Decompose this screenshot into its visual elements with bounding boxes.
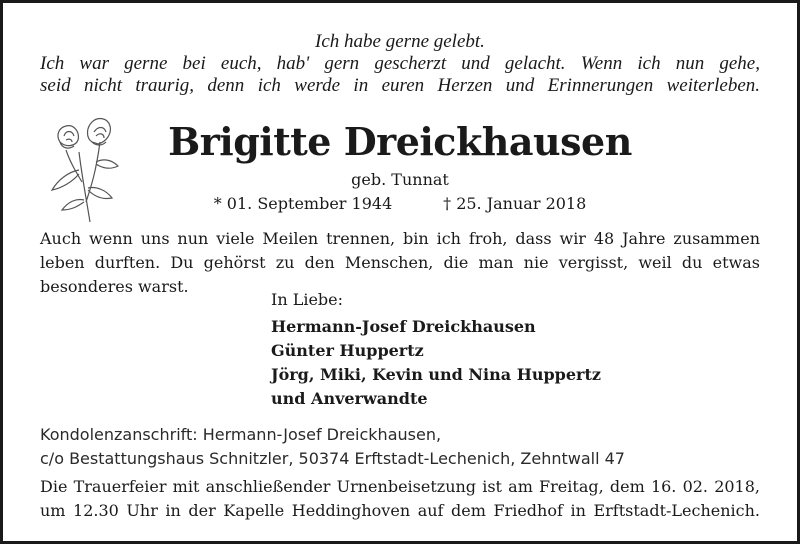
poem	[40, 31, 760, 97]
condolence-address	[40, 423, 760, 471]
death-date: † 25. Januar 2018	[443, 194, 587, 213]
life-dates	[0, 193, 800, 215]
poem-line: seid nicht traurig, denn ich werde in euren Herzen und Erinnerungen weiterleben.	[40, 75, 760, 96]
message-line: besonderes warst.	[40, 277, 189, 296]
poem-line: Ich war gerne bei euch, hab' gern gescherzt und gelacht. Wenn ich nun gehe,	[40, 53, 760, 74]
mourner: Hermann-Josef Dreickhausen	[271, 317, 536, 336]
mourners-list	[271, 315, 760, 411]
mourner: Jörg, Miki, Kevin und Nina Huppertz	[271, 365, 601, 384]
in-love-label: In Liebe:	[271, 290, 344, 309]
condolence-line: Kondolenzanschrift: Hermann-Josef Dreickhausen,	[40, 425, 442, 444]
mourner: und Anverwandte	[271, 389, 428, 408]
birth-date: * 01. September 1944	[213, 194, 393, 213]
deceased-name: Brigitte Dreickhausen	[168, 119, 632, 164]
birth-name: geb. Tunnat	[351, 170, 449, 189]
service-line: um 12.30 Uhr in der Kapelle Heddinghoven auf dem Friedhof in Erftstadt-Lechenich.	[40, 501, 760, 520]
message-line: leben durften. Du gehörst zu den Menschen, die man nie vergisst, weil du etwas	[40, 253, 760, 272]
mourner: Günter Huppertz	[271, 341, 424, 360]
condolence-line: c/o Bestattungshaus Schnitzler, 50374 Erftstadt-Lechenich, Zehntwall 47	[40, 449, 625, 468]
poem-line: Ich habe gerne gelebt.	[315, 31, 485, 52]
funeral-service-info	[40, 475, 760, 523]
message-line: Auch wenn uns nun viele Meilen trennen, bin ich froh, dass wir 48 Jahre zusammen	[40, 229, 760, 248]
service-line: Die Trauerfeier mit anschließender Urnenbeisetzung ist am Freitag, dem 16. 02. 2018,	[40, 477, 760, 496]
